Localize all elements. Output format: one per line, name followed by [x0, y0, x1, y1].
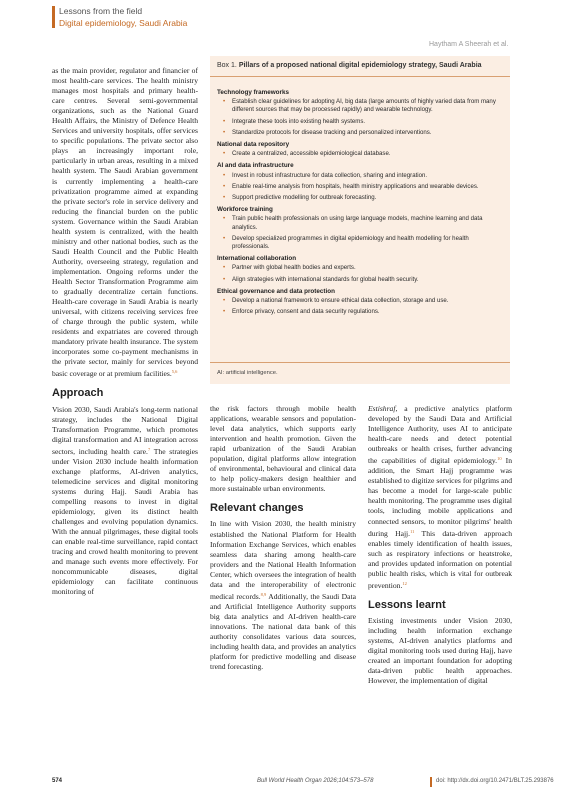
- authors-label: Haytham A Sheerah et al.: [429, 41, 509, 48]
- box-section-title: Ethical governance and data protection: [217, 287, 335, 295]
- box-list-item: • Train public health professionals on using large language models, machine learning and data analytics.: [226, 215, 505, 231]
- box-section-list: [217, 264, 505, 283]
- box-section-list: [217, 215, 505, 251]
- box-section-title: AI and data infrastructure: [217, 162, 294, 170]
- column-left: [52, 66, 198, 597]
- box-content: [217, 85, 505, 319]
- paragraph: Existing investments under Vision 2030, including health information exchange systems, AI-driven analytics platforms and digital monitoring tools used during Hajj, have created an important foundation for adopting data-driven public health approaches. However, the implementation of digital: [368, 615, 512, 686]
- box-list-item: • Create a centralized, accessible epidemiological database.: [226, 150, 505, 158]
- section-heading-approach: Approach: [52, 387, 104, 400]
- section-label: Lessons from the field: [59, 6, 143, 16]
- paragraph: as the main provider, regulator and financier of most health-care services. The health ministry manages most hospitals and primary health-care centres. Several semi-governmental organizations, such as the National Guard Health Affairs, the Ministry of Defence Health Services and university hospitals, offer services to specific populations. The private sector also plays an increasingly important role, particularly in urban areas, resulting in a mixed health system. The Saudi Arabian government is currently implementing a health-care privatization programme aimed at expanding the private sector's role in service delivery and reducing the financial burden on the public system. Governance within the Saudi Arabian health system is centralized, with the health ministry and other national bodies, such as the Saudi Health Council and the Public Health Authority, overseeing strategy, regulation and implementation. Ongoing reforms under the Health Sector Transformation Programme aim to gradually decentralize certain functions. Health-care coverage in Saudi Arabia is nearly universal, with citizens receiving services free of charge through the public system, while residents and expatriates are covered through mandatory private health insurance. The system incorporates some co-payment mechanisms in the private sector, mainly for services beyond basic coverage or at premium facilities.$^{5,6}$: [52, 66, 198, 379]
- box-list-item: • Align strategies with international standards for global health security.: [226, 276, 505, 284]
- box-list-item: • Standardize protocols for disease tracking and personalized interventions.: [226, 129, 505, 137]
- divider: [210, 76, 510, 77]
- reference[interactable]: 7: [147, 446, 151, 452]
- reference[interactable]: 12: [402, 580, 407, 586]
- box-list-item: • Enforce privacy, consent and data security regulations.: [226, 308, 505, 316]
- running-header: [59, 5, 187, 29]
- box-title: Box 1. Pillars of a proposed national digital epidemiology strategy, Saudi Arabia: [217, 62, 482, 69]
- box-list-item: • Enable real-time analysis from hospitals, health ministry applications and wearable devices.: [226, 183, 505, 191]
- section-heading-lessons-learnt: Lessons learnt: [368, 598, 446, 611]
- box-section-list: [217, 150, 505, 158]
- paragraph: Estishraf, a predictive analytics platform developed by the Saudi Data and Artificial Intelligence Authority, uses AI to anticipate health-care needs and detect potential outbreaks or health crises, further advancing the capabilities of digital epidemiology.$^{10}$ In addition, the Smart Hajj programme was established to digitize services for pilgrims and has become a model for large-scale public health monitoring. The programme uses digital tools, including mobile applications and connected sensors, to monitor pilgrims' health during Hajj.$^{11}$ This data-driven approach enables timely identification of health issues, such as respiratory infections or heatstroke, and provides updated information on potential public health risks, which is vital for outbreak prevention.$^{12}$: [368, 404, 513, 590]
- box-list-item: • Integrate these tools into existing health systems.: [226, 118, 505, 126]
- paragraph: the risk factors through mobile health applications, wearable sensors and population-level data analytics, which supports early intervention and health promotion. Given the rapid urbanization of the Saudi Arabian population, digital platforms allow integration of environmental, behavioural and clinical data to help policy-makers design healthier and more sustainable urban environments.: [210, 404, 356, 494]
- paragraph: Vision 2030, Saudi Arabia's long-term national strategy, includes the National Digital Transformation Programme, which promotes digital transformation and AI integration across sectors, including health care.$^7$ The strategies under Vision 2030 include health information exchange platforms, AI-driven analytics, telemedicine services and digital monitoring systems during Hajj. Saudi Arabia has compelling reasons to invest in digital epidemiology, given its distinct health challenges and evolving population dynamics. With the annual pilgrimages, these digital tools can enable real-time surveillance, rapid contact tracing and crowd health monitoring to prevent and manage such events more effectively. For noncommunicable diseases, digital epidemiology can facilitate continuous monitoring of: [52, 404, 198, 597]
- reference[interactable]: 5,6: [171, 369, 178, 375]
- box-list-item: • Establish clear guidelines for adopting AI, big data (large amounts of highly varied data from many different sources that may be processed rapidly) and wearable technology.: [226, 98, 505, 114]
- reference[interactable]: 11: [410, 528, 415, 534]
- box-section-list: [217, 297, 505, 316]
- journal-citation: Bull World Health Organ 2026;104:573–578: [257, 778, 374, 784]
- box-list-item: • Invest in robust infrastructure for data collection, sharing and integration.: [226, 172, 505, 180]
- subsection-label: Digital epidemiology, Saudi Arabia: [59, 18, 188, 28]
- box-section-list: [217, 172, 505, 203]
- box-list-item: • Partner with global health bodies and experts.: [226, 264, 505, 272]
- box-list-item: • Support predictive modelling for outbreak forecasting.: [226, 194, 505, 202]
- divider: [210, 362, 510, 363]
- reference[interactable]: 8,9: [260, 591, 267, 597]
- paragraph: In line with Vision 2030, the health ministry established the National Platform for Health Information Exchange Services, which enables seamless data sharing among health-care providers and the National Health Information Center, which oversees the integration of health data and the interoperability of electronic medical records.$^{8,9}$ Additionally, the Saudi Data and Artificial Intelligence Authority supports big data analytics and AI-driven health-care innovations. The national data bank of this authority consolidates various data sources, including health data, and provides an analytics platform for predictive modelling and disease trend forecasting.: [210, 519, 356, 672]
- box-section-list: [217, 98, 505, 137]
- page-number: 574: [52, 778, 63, 784]
- footer-accent-bar: [430, 777, 432, 787]
- column-middle: [210, 404, 356, 672]
- box-1: [210, 56, 510, 384]
- reference[interactable]: 10: [497, 456, 502, 462]
- box-section-title: Workforce training: [217, 206, 273, 214]
- box-section-title: National data repository: [217, 141, 290, 149]
- column-right: [368, 404, 512, 686]
- section-heading-relevant-changes: Relevant changes: [210, 502, 304, 515]
- box-list-item: • Develop a national framework to ensure ethical data collection, storage and use.: [226, 297, 505, 305]
- doi-link[interactable]: doi: http://dx.doi.org/10.2471/BLT.25.293876: [436, 778, 554, 784]
- header-accent-bar: [52, 6, 55, 28]
- box-section-title: International collaboration: [217, 255, 297, 263]
- box-footnote: AI: artificial intelligence.: [217, 370, 278, 376]
- box-section-title: Technology frameworks: [217, 89, 289, 96]
- box-list-item: • Develop specialized programmes in digital epidemiology and health modelling for health professionals.: [226, 235, 505, 251]
